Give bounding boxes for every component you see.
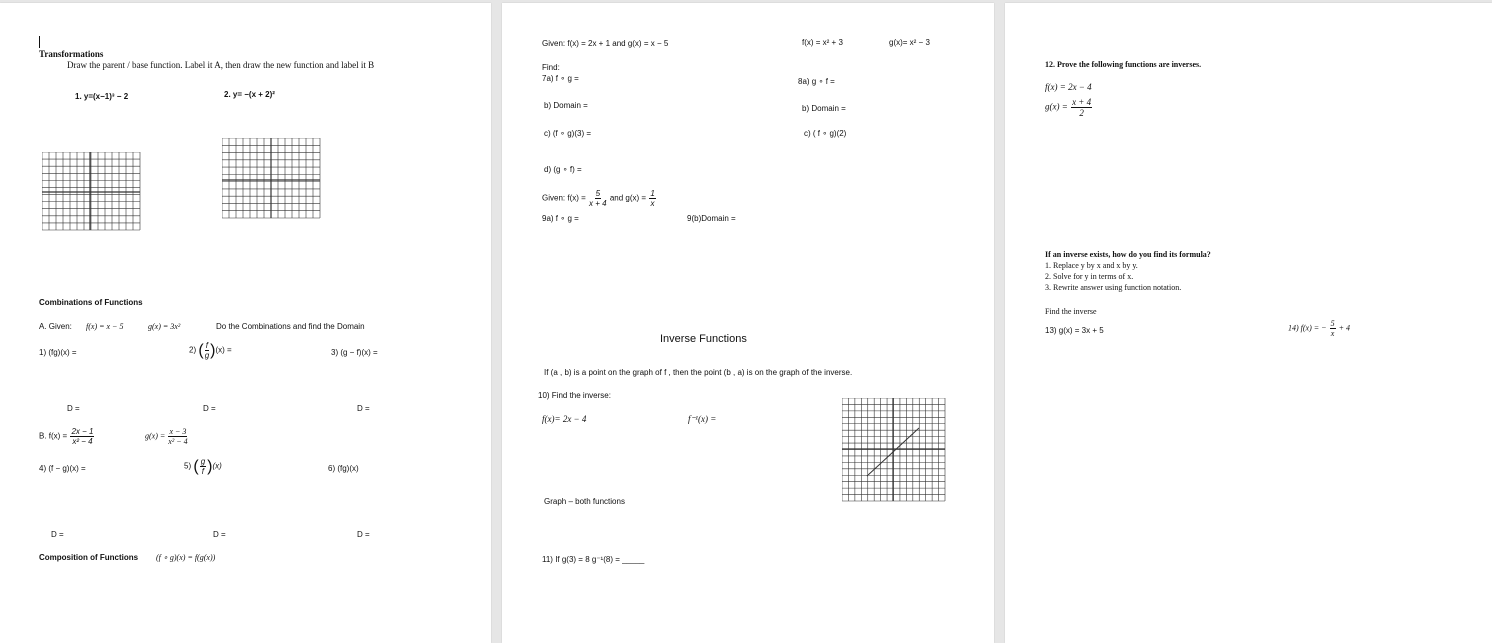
- item-5-num: g: [200, 457, 206, 466]
- q11: 11) If g(3) = 8 g⁻¹(8) = _____: [542, 555, 645, 564]
- item-2-label: 2): [189, 345, 197, 355]
- q7a: 7a) f ∘ g =: [542, 74, 579, 83]
- b-f-num: 2x − 1: [71, 427, 94, 436]
- q10-finv: f⁻¹(x) =: [688, 414, 717, 424]
- b-f-function: [39, 427, 95, 446]
- item-5-den: f: [201, 467, 205, 476]
- step-3: 3. Rewrite answer using function notation.: [1045, 283, 1182, 292]
- q14-den: x: [1330, 329, 1335, 338]
- a-given-label: A. Given:: [39, 322, 72, 331]
- q12-g: [1045, 97, 1093, 118]
- given-2-and: and g(x) =: [609, 193, 647, 203]
- q9b: 9(b)Domain =: [687, 214, 736, 223]
- given-2-g-num: 1: [650, 189, 655, 198]
- domain-5: D =: [213, 530, 226, 539]
- q12-f: f(x) = 2x − 4: [1045, 82, 1092, 92]
- item-3: 3) (g − f)(x) =: [331, 348, 378, 357]
- b-g-num: x − 3: [169, 427, 187, 436]
- coordinate-grid-1: [42, 152, 142, 232]
- step-1: 1. Replace y by x and x by y.: [1045, 261, 1138, 270]
- domain-2: D =: [203, 404, 216, 413]
- domain-4: D =: [51, 530, 64, 539]
- problem-2: 2. y= −(x + 2)²: [224, 90, 275, 99]
- q8a: 8a) g ∘ f =: [798, 77, 835, 86]
- inverse-functions-heading: Inverse Functions: [660, 333, 747, 345]
- item-4: 4) (f − g)(x) =: [39, 464, 86, 473]
- item-2: 2) ( $\frac{f}{g}$ )(x) =: [189, 341, 232, 360]
- q7d: d) (g ∘ f) =: [544, 165, 582, 174]
- domain-3: D =: [357, 404, 370, 413]
- item-2-suffix: (x) =: [215, 345, 232, 355]
- q7c: c) (f ∘ g)(3) =: [544, 129, 592, 138]
- q14-label: 14) f(x) = −: [1288, 323, 1327, 333]
- given-2-f-den: x + 4: [589, 199, 607, 208]
- domain-1: D =: [67, 404, 80, 413]
- q9a: 9a) f ∘ g =: [542, 214, 579, 223]
- b-label: B. f(x) =: [39, 431, 68, 441]
- given-2: [542, 189, 657, 208]
- q12-g-label: g(x) =: [1045, 101, 1068, 112]
- graph-both-label: Graph – both functions: [544, 497, 625, 506]
- worksheet-page-1: [0, 3, 491, 643]
- a-g-function: g(x) = 3x²: [148, 322, 181, 331]
- text-cursor: [39, 36, 40, 48]
- find-inverse-label: Find the inverse: [1045, 307, 1097, 316]
- problem-1: 1. y=(x−1)³ − 2: [75, 92, 129, 101]
- transformations-instructions: Draw the parent / base function. Label it A, then draw the new function and label it B: [67, 60, 375, 70]
- item-5-suffix: (x): [212, 461, 222, 471]
- f-right: f(x) = x² + 3: [802, 38, 843, 47]
- item-2-num: f: [205, 341, 209, 350]
- q8b: b) Domain =: [802, 104, 846, 113]
- b-g-den: x² − 4: [168, 437, 188, 446]
- given-2-f-num: 5: [595, 189, 601, 198]
- q14-num: 5: [1330, 319, 1335, 328]
- given-1: Given: f(x) = 2x + 1 and g(x) = x − 5: [542, 39, 669, 48]
- combinations-heading: Combinations of Functions: [39, 298, 143, 307]
- q14-suffix: + 4: [1338, 323, 1350, 333]
- given-2-g-den: x: [650, 199, 655, 208]
- b-g-label: g(x) =: [145, 431, 166, 441]
- item-5-label: 5): [184, 461, 192, 471]
- q13: 13) g(x) = 3x + 5: [1045, 326, 1104, 335]
- g-right: g(x)= x² − 3: [889, 38, 930, 47]
- q12-g-num: x + 4: [1072, 97, 1092, 107]
- find-label: Find:: [542, 63, 560, 72]
- q10-f: f(x)= 2x − 4: [542, 414, 587, 424]
- worksheet-page-3: [1005, 3, 1492, 643]
- transformations-heading: Transformations: [39, 49, 104, 59]
- q14: [1288, 319, 1350, 338]
- q12-g-den: 2: [1079, 108, 1084, 118]
- inverse-rule: If (a , b) is a point on the graph of f , then the point (b , a) is on the graph of the inverse.: [544, 368, 853, 377]
- q7b: b) Domain =: [544, 101, 588, 110]
- item-6: 6) (fg)(x): [328, 464, 359, 473]
- a-f-function: f(x) = x − 5: [86, 322, 124, 331]
- a-instruction: Do the Combinations and find the Domain: [216, 322, 365, 331]
- composition-formula: (f ∘ g)(x) = f(g(x)): [156, 553, 216, 562]
- inverse-graph: [842, 398, 947, 503]
- q10: 10) Find the inverse:: [538, 391, 611, 400]
- b-g-function: [145, 427, 189, 446]
- item-1: 1) (fg)(x) =: [39, 348, 77, 357]
- q12: 12. Prove the following functions are inverses.: [1045, 60, 1202, 69]
- given-2-label: Given: f(x) =: [542, 193, 586, 203]
- b-f-den: x² − 4: [72, 437, 93, 446]
- step-2: 2. Solve for y in terms of x.: [1045, 272, 1134, 281]
- worksheet-page-2: [502, 3, 994, 643]
- q8c: c) ( f ∘ g)(2): [804, 129, 847, 138]
- coordinate-grid-2: [222, 138, 322, 220]
- domain-6: D =: [357, 530, 370, 539]
- item-5: 5) ( $\frac{g}{f}$ )(x): [184, 457, 222, 476]
- inverse-question: If an inverse exists, how do you find its formula?: [1045, 250, 1211, 259]
- composition-heading: Composition of Functions: [39, 553, 139, 562]
- item-2-den: g: [204, 351, 210, 360]
